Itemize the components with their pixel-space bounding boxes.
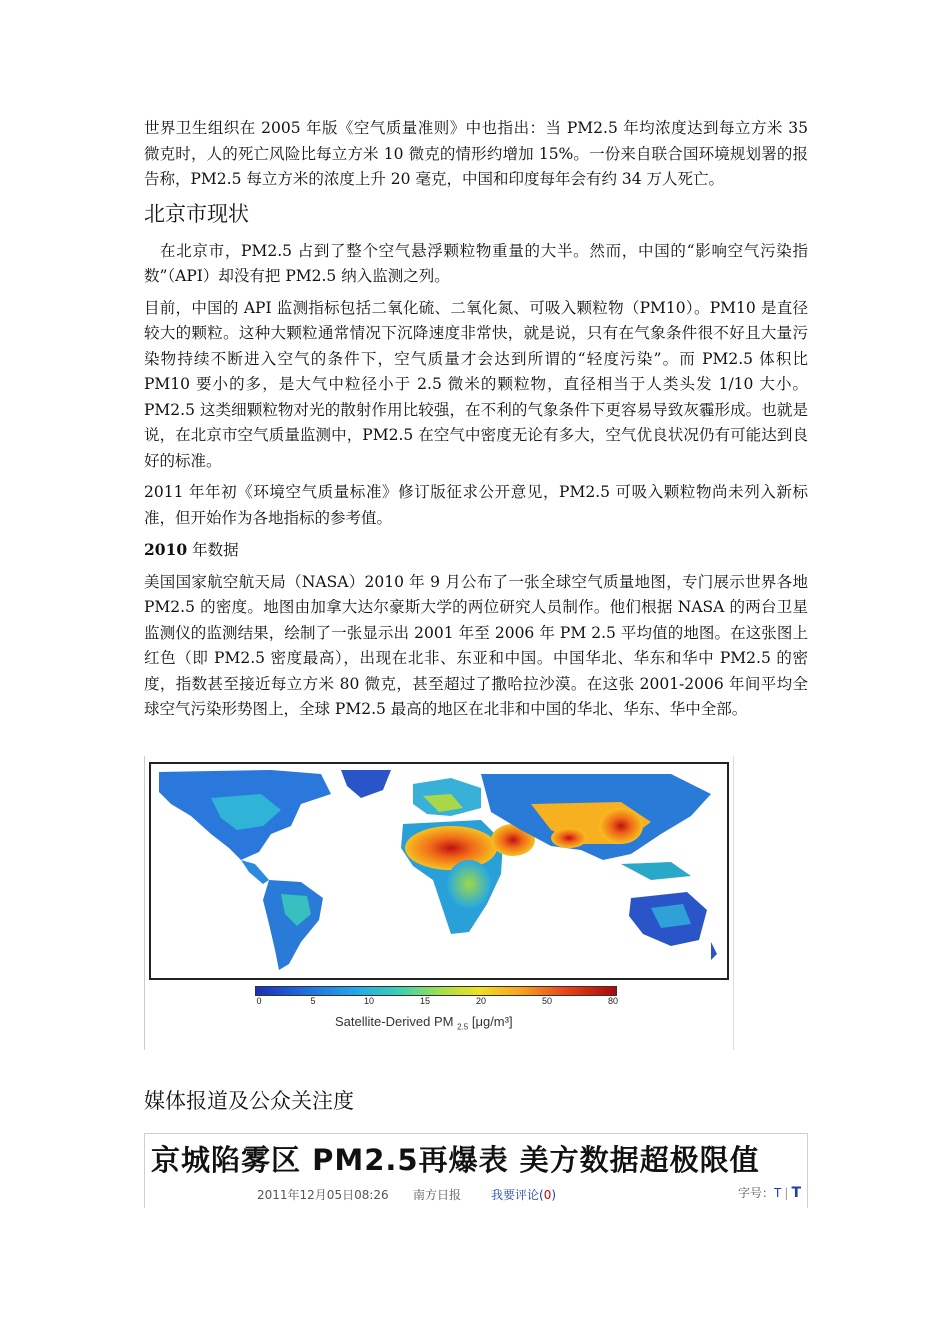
paragraph-nasa-map: 美国国家航空航天局（NASA）2010 年 9 月公布了一张全球空气质量地图，专门展示世界各地 PM2.5 的密度。地图由加拿大达尔豪斯大学的两位研究人员制作。他们根据 NASA 的两台卫星监测仪的监测结果，绘制了一张显示出 2001 年至 2006 年 PM 2.5 平均值的地图。在这张图上红色（即 PM2.5 密度最高），出现在北非、东亚和中国。中国华北、华东和华中 PM2.5 的密度，指数甚至接近每立方米 80 微克，甚至超过了撒哈拉沙漠。在这张 2001-2006 年间平均全球空气污染形势图上，全球 PM2.5 最高的地区在北非和中国的华北、华东、华中全部。 xyxy=(144,572,808,718)
font-large-button[interactable]: T xyxy=(791,1185,801,1201)
colorbar-tick: 0 xyxy=(256,996,262,1006)
heading-beijing-status: 北京市现状 xyxy=(144,201,249,226)
world-map-graphic xyxy=(151,764,727,978)
font-small-button[interactable]: T xyxy=(774,1186,782,1200)
paragraph-2011-standard: 2011 年年初《环境空气质量标准》修订版征求公开意见，PM2.5 可吸入颗粒物尚未列入新标准，但开始作为各地指标的参考值。 xyxy=(144,483,808,527)
font-size-label: 字号： xyxy=(738,1186,775,1200)
document-body xyxy=(144,116,808,723)
colorbar-gradient xyxy=(255,986,617,996)
colorbar-tick: 10 xyxy=(363,996,375,1006)
colorbar-title: Satellite-Derived PM $_{2.5}$ [μg/m³] xyxy=(335,1014,513,1032)
colorbar-legend xyxy=(255,986,619,1046)
news-date: 2011年12月05日08:26 xyxy=(257,1188,389,1202)
subheading-2010-data xyxy=(144,537,808,564)
greenland-shape xyxy=(341,770,391,798)
colorbar-tick: 15 xyxy=(419,996,431,1006)
news-title[interactable]: 京城陷雾区 PM2.5再爆表 美方数据超极限值 xyxy=(151,1143,760,1177)
colorbar-tick: 20 xyxy=(475,996,487,1006)
colorbar-tick: 50 xyxy=(541,996,553,1006)
paragraph-who: 世界卫生组织在 2005 年版《空气质量准则》中也指出：当 PM2.5 年均浓度达到每立方米 35 微克时，人的死亡风险比每立方米 10 微克的情形约增加 15%。一份来自联合国环境规划署的报告称，PM2.5 每立方米的浓度上升 20 毫克，中国和印度每年会有约 34 万人死亡。 xyxy=(144,119,808,188)
font-size-control: 字号：T | T xyxy=(738,1185,801,1201)
news-article-header xyxy=(144,1133,808,1208)
pm25-world-map-figure xyxy=(144,756,734,1050)
heading-media-coverage: 媒体报道及公众关注度 xyxy=(144,1089,354,1113)
south-america-shape xyxy=(263,880,323,970)
subheading-rest: 年数据 xyxy=(187,541,239,559)
paragraph-beijing-api: 在北京市，PM2.5 占到了整个空气悬浮颗粒物重量的大半。然而，中国的“影响空气污染指数”（API）却没有把 PM2.5 纳入监测之列。 xyxy=(144,241,808,285)
comment-link[interactable]: 我要评论(0) xyxy=(491,1188,557,1202)
colorbar-tick: 80 xyxy=(607,996,619,1006)
world-map-image xyxy=(149,762,729,980)
paragraph-api-indicators: 目前，中国的 API 监测指标包括二氧化硫、二氧化氮、可吸入颗粒物（PM10）。PM10 是直径较大的颗粒。这种大颗粒通常情况下沉降速度非常快，就是说，只有在气象条件很不好且大量污染物持续不断进入空气的条件下，空气质量才会达到所谓的“轻度污染”。而 PM2.5 体积比 PM10 要小的多，是大气中粒径小于 2.5 微米的颗粒物，直径相当于人类头发 1/10 大小。PM2.5 这类细颗粒物对光的散射作用比较强，在不利的气象条件下更容易导致灰霾形成。也就是说，在北京市空气质量监测中，PM2.5 在空气中密度无论有多大，空气优良状况仍有可能达到良好的标准。 xyxy=(144,298,808,470)
news-source[interactable]: 南方日报 xyxy=(413,1188,462,1202)
comment-count: 0 xyxy=(543,1188,552,1202)
subheading-year: 2010 xyxy=(144,540,188,559)
colorbar-tick: 5 xyxy=(310,996,316,1006)
